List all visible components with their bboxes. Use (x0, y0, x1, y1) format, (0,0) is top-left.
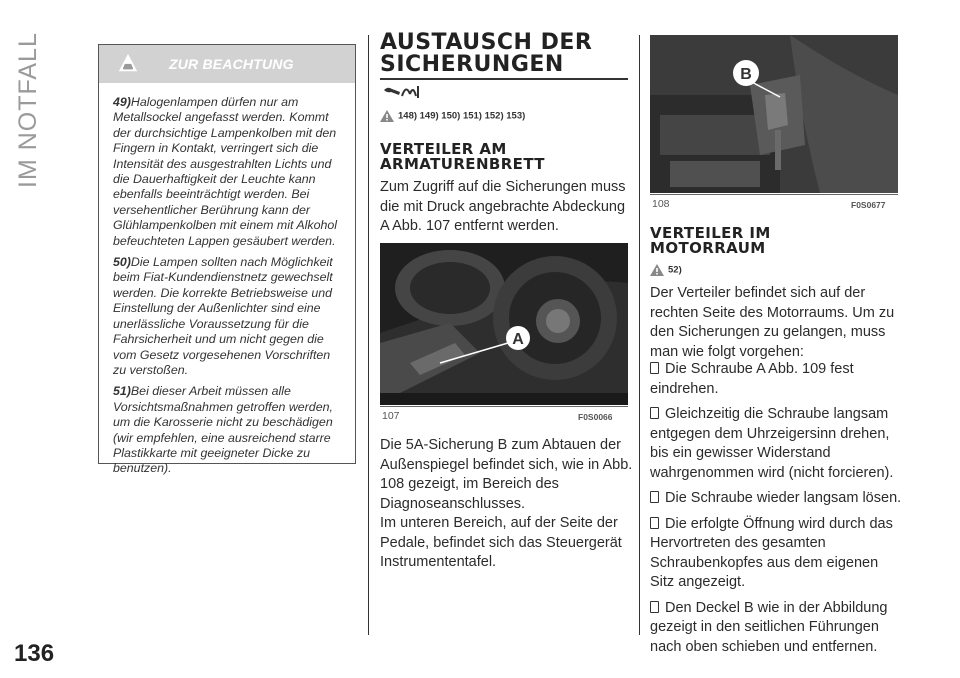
figure-107-code: F0S0066 (578, 412, 613, 422)
page-number: 136 (14, 640, 55, 667)
section-heading-line: AUSTAUSCH DER (380, 30, 593, 55)
warning-item-number: 49) (113, 95, 131, 109)
caution-triangle-icon (380, 110, 394, 122)
step-text: Die erfolgte Öffnung wird durch das Hervortreten des gesamten Schraubenkopfes aus dem eigenen Sitz angezeigt. (650, 515, 893, 590)
engine-heading-line: MOTORRAUM (650, 239, 766, 257)
warning-item-number: 50) (113, 255, 131, 270)
warning-item (113, 255, 345, 378)
warning-body (99, 83, 355, 477)
step-text: Den Deckel B wie in der Abbildung gezeigt in den seitlichen Führungen nach oben schieben und entfernen. (650, 599, 888, 655)
figure-108-number: 108 (652, 198, 670, 210)
step-item (650, 360, 902, 399)
figure-107-image (380, 243, 628, 405)
warning-item (113, 95, 345, 249)
figure-108-rule (650, 194, 898, 195)
checkbox-bullet-icon (650, 407, 659, 419)
step-item (650, 489, 902, 509)
step-item (650, 405, 902, 483)
figure-107-number: 107 (382, 410, 400, 422)
warning-box (98, 44, 356, 476)
figure-108-image (650, 35, 898, 193)
fuse-area-illustration (650, 35, 898, 193)
step-text: Die Schraube wieder langsam lösen. (665, 490, 902, 506)
column-divider-1 (368, 35, 369, 635)
chapter-tab (0, 0, 78, 678)
warning-header (99, 45, 355, 83)
engine-intro: Der Verteiler befindet sich auf der rechten Seite des Motorraums. Um zu den Sicherungen zu gelangen, muss man wie folgt vorgehen: (650, 285, 895, 360)
section-heading (380, 32, 592, 76)
warning-references (380, 110, 525, 122)
checkbox-bullet-icon (650, 491, 659, 503)
dashboard-heading (380, 142, 545, 172)
warning-item-text: Halogenlampen dürfen nur am Metallsockel angefasst werden. Kommt der durchsichtige Lampenkolben mit den Fingern in Kontakt, verringert sich die Intensität des ausgestrahlten Lichts und die Dauerhaftigkeit der Leuchte kann ebenfalls beeinträchtigt werden. Bei versehentlicher Berührung kann der Glühlampenkolben mit einem mit Alkohol befeuchteten Lappen gesäubert werden. (113, 95, 338, 248)
chapter-label: IM NOTFALL (14, 32, 42, 188)
step-item (650, 515, 902, 593)
tool-icon (382, 80, 426, 100)
figure-107-rule (380, 406, 628, 407)
car-warning-icon (117, 52, 139, 74)
figure-108-label: B (740, 66, 752, 83)
dashboard-intro: Zum Zugriff auf die Sicherungen muss die mit Druck angebrachte Abdeckung A Abb. 107 entfernt werden. (380, 179, 626, 234)
step-text: Die Schraube A Abb. 109 fest eindrehen. (650, 361, 854, 397)
dashboard-illustration (380, 243, 628, 405)
warning-title: ZUR BEACHTUNG (169, 56, 294, 72)
figure-107-label: A (512, 331, 524, 348)
engine-steps (650, 360, 902, 663)
engine-references (650, 264, 682, 276)
caution-triangle-icon (650, 264, 664, 276)
warning-item-text: Bei dieser Arbeit müssen alle Vorsichtsmaßnahmen getroffen werden, um die Karosserie nicht zu beschädigen (wir empfehlen, eine ausreichend starre Plastikkarte mit geeigneter Dicke zu benutzen). (113, 384, 333, 476)
reference-numbers: 148) 149) 150) 151) 152) 153) (398, 110, 526, 122)
checkbox-bullet-icon (650, 362, 659, 374)
column-divider-2 (639, 35, 640, 635)
step-text: Gleichzeitig die Schraube langsam entgegen dem Uhrzeigersinn drehen, bis ein gewisser Widerstand wahrgenommen wird (nicht forcieren). (650, 406, 894, 481)
dashboard-heading-line: ARMATURENBRETT (380, 155, 545, 173)
engine-heading (650, 226, 771, 256)
dashboard-heading-line: VERTEILER AM (380, 140, 507, 158)
dashboard-text-2: Im unteren Bereich, auf der Seite der Pedale, befindet sich das Steuergerät Instrumententafel. (380, 515, 622, 570)
section-heading-line: SICHERUNGEN (380, 52, 564, 77)
dashboard-text-1: Die 5A-Sicherung B zum Abtauen der Außenspiegel befindet sich, wie in Abb. 108 gezeigt, im Bereich des Diagnoseanschlusses. (380, 437, 633, 512)
checkbox-bullet-icon (650, 517, 659, 529)
warning-item (113, 384, 345, 476)
engine-heading-line: VERTEILER IM (650, 224, 771, 242)
engine-reference-numbers: 52) (668, 264, 682, 276)
figure-108-code: F0S0677 (851, 200, 886, 210)
warning-item-text: Die Lampen sollten nach Möglichkeit beim Fiat-Kundendienstnetz gewechselt werden. Die korrekte Betriebsweise und Einstellung der Außenlichter sind eine unerlässliche Voraussetzung für die Fahrsicherheit und um nicht gegen die vom Gesetz vorgesehenen Vorschriften zu verstoßen. (113, 255, 333, 377)
step-item (650, 599, 902, 658)
checkbox-bullet-icon (650, 601, 659, 613)
warning-item-number: 51) (113, 384, 131, 399)
